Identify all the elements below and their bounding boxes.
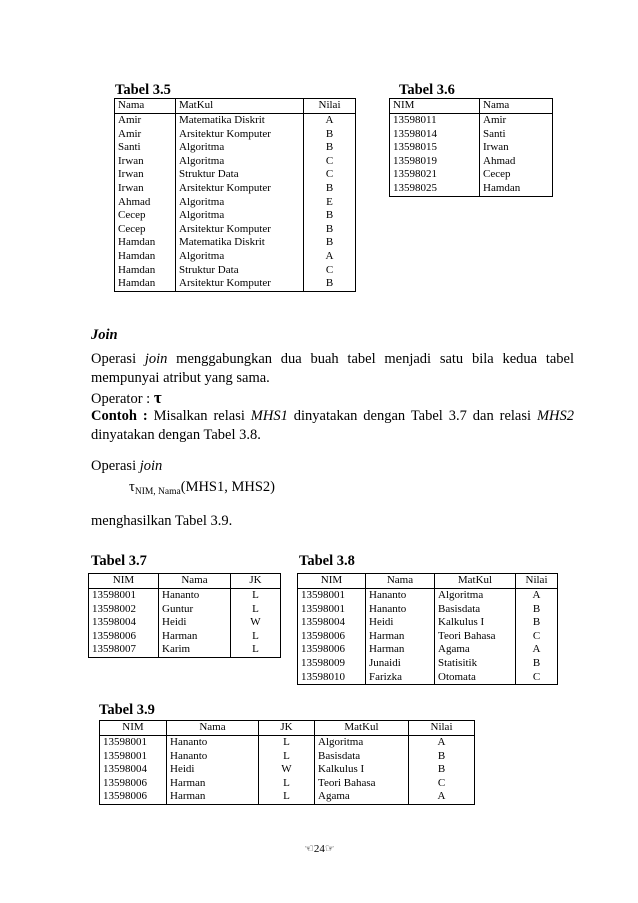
table-cell: B [409,750,475,764]
table-cell: L [259,777,315,791]
table-row [100,736,475,750]
table-row [115,209,356,223]
table-cell: E [304,196,356,210]
table-header-row [89,574,281,589]
column-header: NIM [298,574,366,589]
table-cell: Irwan [115,168,176,182]
table-cell: Karim [159,643,231,657]
table-cell: Cecep [115,209,176,223]
table-cell: Kalkulus I [315,763,409,777]
expr-subscript: NIM, Nama [134,487,181,497]
table-cell: C [516,671,558,685]
table-row [115,250,356,264]
operator-label: Operator : [91,391,154,407]
table-cell: B [516,657,558,671]
tabel-3-9-caption: Tabel 3.9 [99,702,155,718]
column-header: Nama [115,99,176,114]
table-cell: Arsitektur Komputer [176,277,304,291]
tabel-3-6 [389,98,553,197]
operasi-text: Operasi [91,458,140,474]
table-row [115,128,356,142]
table-cell: Arsitektur Komputer [176,182,304,196]
table-row [298,630,558,644]
table-cell: Kalkulus I [435,616,516,630]
table-cell: Arsitektur Komputer [176,223,304,237]
table-cell: Cecep [115,223,176,237]
operasi-join-line [91,457,162,476]
column-header: NIM [390,99,480,114]
table-cell: A [304,114,356,128]
table-cell: Hananto [366,589,435,603]
table-cell: Junaidi [366,657,435,671]
table-cell: C [304,168,356,182]
table-row [89,616,281,630]
table-row [115,264,356,278]
table-cell: Santi [115,141,176,155]
table-cell: Hananto [167,750,259,764]
join-p1-italic: join [144,351,168,367]
operator-line [91,388,162,409]
table-cell: B [304,223,356,237]
table-cell: 13598006 [100,777,167,791]
table-row [390,155,553,169]
table-row [298,616,558,630]
table-row [89,589,281,603]
join-expression [129,478,275,502]
table-cell: Hamdan [115,264,176,278]
expr-tau-symbol: τ [129,479,135,495]
table-cell: 13598001 [298,589,366,603]
table-cell: L [259,750,315,764]
table-cell: Santi [480,128,553,142]
table-cell: Struktur Data [176,264,304,278]
table-row [100,763,475,777]
table-cell: B [516,616,558,630]
column-header: MatKul [435,574,516,589]
table-cell: Basisdata [315,750,409,764]
table-cell: B [304,236,356,250]
column-header: Nama [366,574,435,589]
table-cell: Hamdan [480,182,553,196]
tabel-3-6-caption: Tabel 3.6 [399,82,455,98]
table-cell: Amir [480,114,553,128]
column-header: NIM [89,574,159,589]
join-heading: Join [91,327,118,343]
table-cell: Cecep [480,168,553,182]
table-row [89,630,281,644]
table-cell: Hamdan [115,250,176,264]
column-header: JK [231,574,281,589]
table-cell: Arsitektur Komputer [176,128,304,142]
pointing-right-hand-icon: ☞ [324,843,335,855]
table-row [298,657,558,671]
table-cell: 13598006 [89,630,159,644]
tabel-3-8 [297,573,558,685]
table-cell: 13598014 [390,128,480,142]
tabel-3-7 [88,573,281,658]
table-row [115,277,356,291]
page-footer [304,842,335,855]
contoh-line-1 [91,407,574,426]
table-cell: C [304,155,356,169]
contoh-label: Contoh : [91,408,154,424]
table-cell: B [304,209,356,223]
page-number: 24 [313,843,325,855]
table-cell: 13598021 [390,168,480,182]
tabel-3-8-caption: Tabel 3.8 [299,553,355,569]
table-row [298,589,558,603]
table-row [89,603,281,617]
table-cell: Matematika Diskrit [176,236,304,250]
table-cell: Hananto [167,736,259,750]
table-cell: L [231,589,281,603]
table-row [89,643,281,657]
column-header: NIM [100,721,167,736]
table-cell: Heidi [167,763,259,777]
table-row [390,114,553,128]
table-cell: 13598001 [100,736,167,750]
contoh-mhs1: MHS1 [250,408,288,424]
column-header: Nama [167,721,259,736]
table-cell: L [259,736,315,750]
table-cell: Hamdan [115,236,176,250]
table-cell: Matematika Diskrit [176,114,304,128]
tabel-3-7-caption: Tabel 3.7 [91,553,147,569]
table-cell: Algoritma [176,196,304,210]
column-header: MatKul [315,721,409,736]
table-row [298,643,558,657]
table-cell: Agama [315,790,409,804]
table-cell: Amir [115,114,176,128]
table-cell: C [304,264,356,278]
table-cell: L [231,630,281,644]
table-cell: 13598010 [298,671,366,685]
table-row [100,790,475,804]
table-row [100,777,475,791]
table-cell: Algoritma [176,155,304,169]
table-cell: A [516,643,558,657]
table-row [115,236,356,250]
join-paragraph-line-1 [91,350,574,369]
table-cell: C [516,630,558,644]
operasi-italic: join [139,458,163,474]
table-row [115,223,356,237]
table-cell: B [304,182,356,196]
table-cell: 13598006 [100,790,167,804]
table-cell: Otomata [435,671,516,685]
join-p1-text-b: menggabungkan dua buah tabel menjadi satu bila kedua tabel [167,351,575,367]
table-cell: A [409,736,475,750]
table-cell: 13598015 [390,141,480,155]
table-cell: Farizka [366,671,435,685]
table-header-row [390,99,553,114]
tabel-3-5 [114,98,356,292]
table-cell: Hananto [159,589,231,603]
table-row [115,141,356,155]
contoh-mhs2: MHS2 [536,408,574,424]
table-cell: B [304,141,356,155]
table-cell: 13598019 [390,155,480,169]
table-cell: Harman [159,630,231,644]
tau-symbol: τ [153,388,162,407]
column-header: JK [259,721,315,736]
table-cell: Heidi [366,616,435,630]
table-cell: W [231,616,281,630]
table-cell: Teori Bahasa [315,777,409,791]
tabel-3-5-caption: Tabel 3.5 [115,82,171,98]
table-cell: Hamdan [115,277,176,291]
join-paragraph-line-2: mempunyai atribut yang sama. [91,370,270,386]
table-cell: Ahmad [480,155,553,169]
table-row [390,141,553,155]
table-cell: Harman [366,630,435,644]
table-cell: Algoritma [435,589,516,603]
table-cell: L [259,790,315,804]
table-cell: Algoritma [176,250,304,264]
table-row [115,114,356,128]
table-row [115,196,356,210]
table-cell: Algoritma [176,209,304,223]
table-cell: 13598002 [89,603,159,617]
table-cell: Irwan [115,155,176,169]
table-row [100,750,475,764]
table-cell: 13598025 [390,182,480,196]
table-cell: Amir [115,128,176,142]
table-row [390,168,553,182]
table-cell: L [231,603,281,617]
column-header: Nilai [516,574,558,589]
tabel-3-9 [99,720,475,805]
table-cell: Irwan [115,182,176,196]
table-cell: Agama [435,643,516,657]
table-cell: L [231,643,281,657]
table-row [115,168,356,182]
table-cell: 13598006 [298,643,366,657]
contoh-text-b: dinyatakan dengan Tabel 3.7 dan relasi [287,408,537,424]
table-cell: 13598004 [298,616,366,630]
table-cell: B [516,603,558,617]
table-cell: 13598004 [89,616,159,630]
table-cell: 13598007 [89,643,159,657]
table-cell: 13598001 [100,750,167,764]
contoh-line-2: dinyatakan dengan Tabel 3.8. [91,427,261,443]
table-row [390,128,553,142]
table-cell: W [259,763,315,777]
column-header: Nama [480,99,553,114]
table-cell: 13598011 [390,114,480,128]
table-cell: Hananto [366,603,435,617]
column-header: MatKul [176,99,304,114]
table-cell: 13598001 [89,589,159,603]
table-cell: Guntur [159,603,231,617]
table-cell: C [409,777,475,791]
table-cell: 13598004 [100,763,167,777]
table-cell: Basisdata [435,603,516,617]
table-cell: Teori Bahasa [435,630,516,644]
table-cell: Irwan [480,141,553,155]
table-cell: 13598009 [298,657,366,671]
join-p1-text-a: Operasi [91,351,145,367]
result-line: menghasilkan Tabel 3.9. [91,513,233,529]
table-cell: Ahmad [115,196,176,210]
table-cell: 13598006 [298,630,366,644]
table-cell: Algoritma [176,141,304,155]
table-cell: A [516,589,558,603]
table-header-row [298,574,558,589]
table-cell: B [409,763,475,777]
table-cell: A [409,790,475,804]
contoh-text-a: Misalkan relasi [153,408,251,424]
table-row [298,671,558,685]
table-row [390,182,553,196]
pointing-left-hand-icon: ☜ [304,843,314,855]
table-cell: B [304,277,356,291]
table-header-row [115,99,356,114]
column-header: Nama [159,574,231,589]
table-row [115,155,356,169]
table-cell: Statisitik [435,657,516,671]
table-cell: Algoritma [315,736,409,750]
column-header: Nilai [409,721,475,736]
table-cell: B [304,128,356,142]
expr-args: (MHS1, MHS2) [180,479,275,495]
table-cell: Struktur Data [176,168,304,182]
column-header: Nilai [304,99,356,114]
table-cell: Heidi [159,616,231,630]
table-row [115,182,356,196]
table-cell: Harman [167,790,259,804]
table-cell: Harman [167,777,259,791]
table-row [298,603,558,617]
table-cell: Harman [366,643,435,657]
table-cell: A [304,250,356,264]
table-cell: 13598001 [298,603,366,617]
table-header-row [100,721,475,736]
